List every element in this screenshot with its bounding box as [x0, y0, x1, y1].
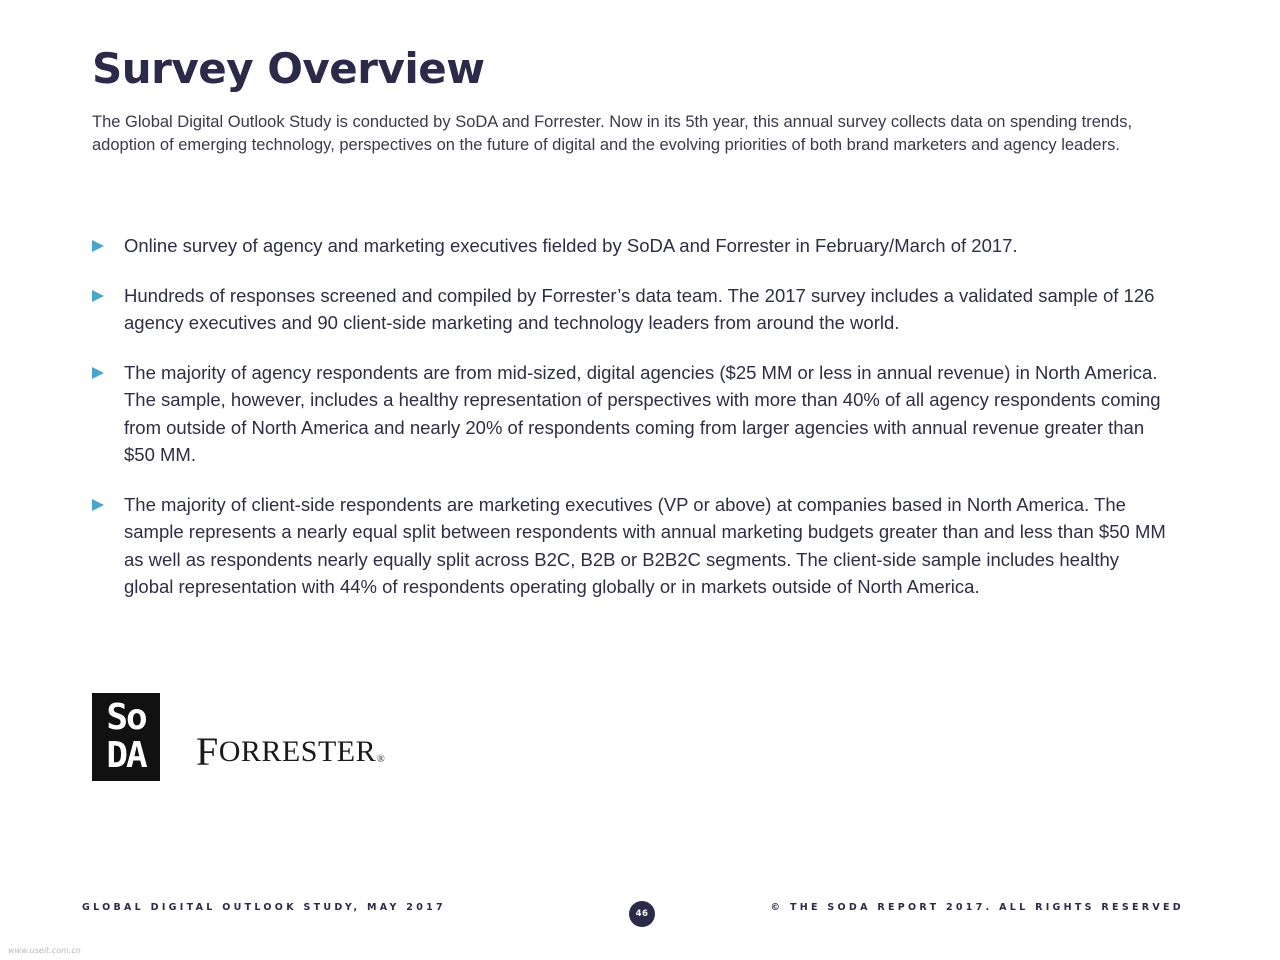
bullet-text: The majority of agency respondents are from mid-sized, digital agencies ($25 MM or less in annual revenue) in North America. The sample, however, includes a healthy representation of perspectives with more than 40% of all agency respondents coming from outside of North America and nearly 20% of respondents coming from larger agencies with annual revenue greater than $50 MM. — [124, 361, 1161, 465]
bullet-item — [92, 282, 1172, 337]
registered-mark: ® — [377, 754, 386, 765]
forrester-logo-rest: ORRESTER — [218, 735, 377, 768]
soda-logo-line1: So — [106, 697, 146, 738]
triangle-bullet-icon — [92, 240, 104, 252]
watermark-text: www.useit.com.cn — [8, 946, 81, 955]
soda-logo — [92, 693, 160, 781]
page-title: Survey Overview — [92, 44, 485, 93]
partner-logos — [92, 693, 385, 781]
bullet-item — [92, 491, 1172, 601]
bullet-list — [92, 232, 1172, 623]
soda-logo-line2: DA — [106, 735, 146, 776]
triangle-bullet-icon — [92, 499, 104, 511]
bullet-item — [92, 359, 1172, 469]
bullet-item — [92, 232, 1172, 260]
intro-paragraph: The Global Digital Outlook Study is conducted by SoDA and Forrester. Now in its 5th year, this annual survey collects data on spending trends, adoption of emerging technology, perspectives on the future of digital and the evolving priorities of both brand marketers and agency leaders. — [92, 113, 1133, 154]
forrester-logo — [196, 729, 386, 779]
bullet-text: Hundreds of responses screened and compiled by Forrester’s data team. The 2017 survey includes a validated sample of 126 agency executives and 90 client-side marketing and technology leaders from around the world. — [124, 284, 1155, 333]
forrester-logo-initial: F — [196, 729, 219, 774]
footer-study-label: GLOBAL DIGITAL OUTLOOK STUDY, MAY 2017 — [82, 902, 446, 913]
bullet-text: Online survey of agency and marketing executives fielded by SoDA and Forrester in February/March of 2017. — [124, 235, 1018, 256]
page-number-badge: 46 — [629, 901, 655, 927]
footer-copyright: © THE SODA REPORT 2017. ALL RIGHTS RESERVED — [770, 902, 1184, 913]
triangle-bullet-icon — [92, 290, 104, 302]
bullet-text: The majority of client-side respondents are marketing executives (VP or above) at companies based in North America. The sample represents a nearly equal split between respondents with annual marketing budgets greater than and less than $50 MM as well as respondents nearly equally split across B2C, B2B or B2B2C segments. The client-side sample includes healthy global representation with 44% of respondents operating globally or in markets outside of North America. — [124, 493, 1166, 597]
triangle-bullet-icon — [92, 367, 104, 379]
